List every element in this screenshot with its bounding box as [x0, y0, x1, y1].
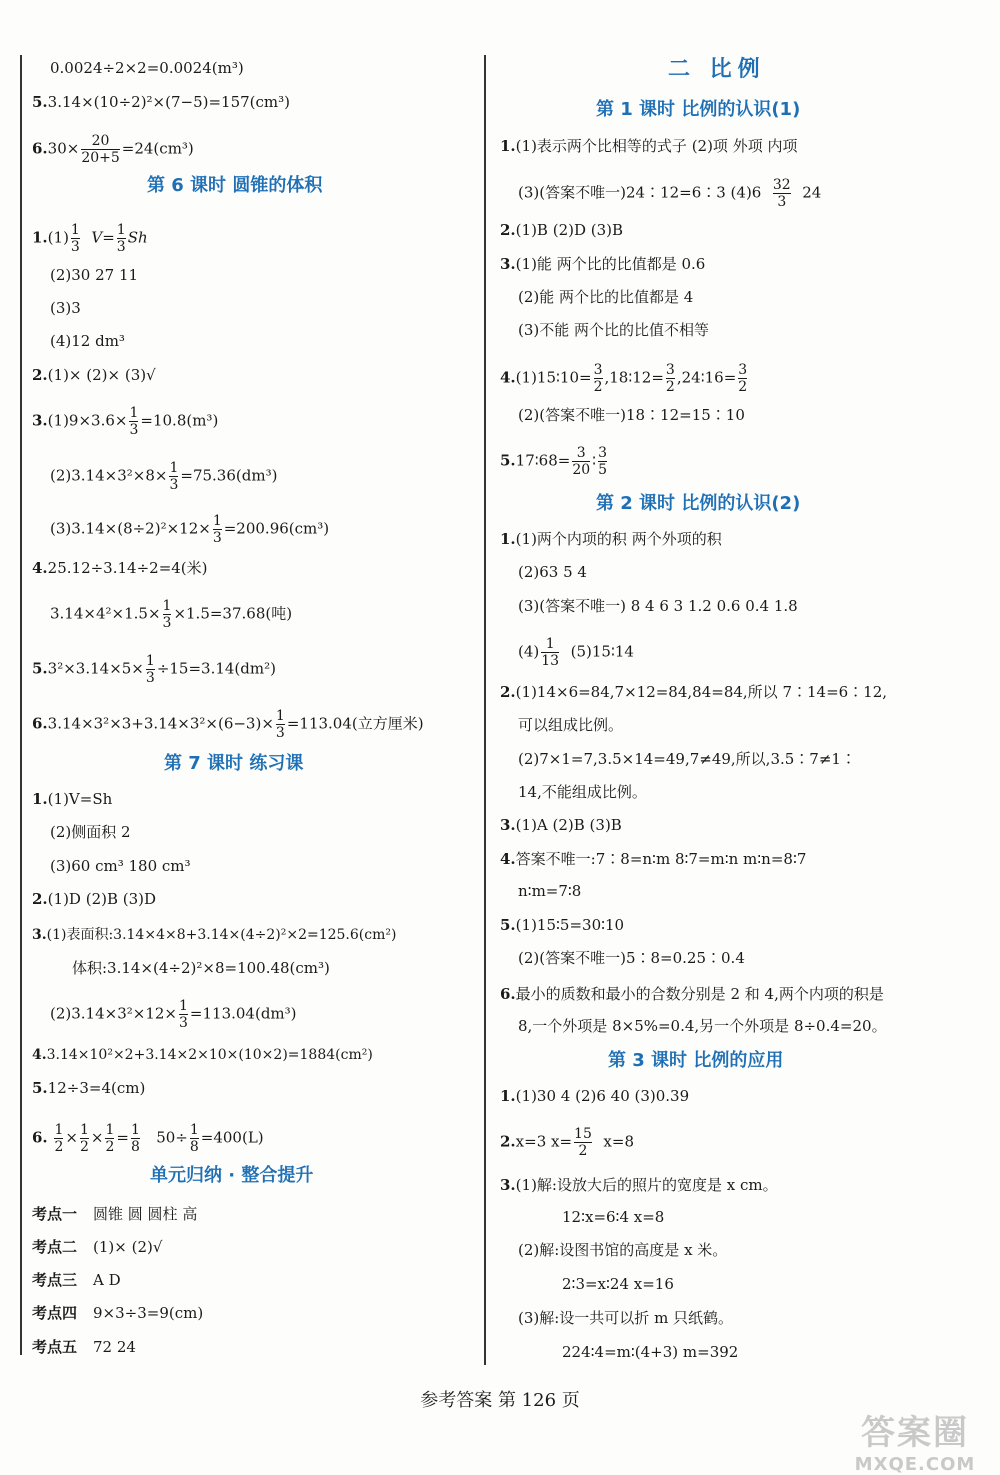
answer-line: 2.(1)× (2)× (3)√ [32, 366, 156, 384]
answer-line: 6. $\frac{1}{2}$ × $\frac{1}{2}$ × $\frac{1}{2}$ = $\frac{1}{8}$ 50÷ $\frac{1}{8}$ =400(L) [32, 1122, 264, 1155]
fraction: $\frac{1}{8}$ [189, 1122, 199, 1155]
answer-line: 1.(1)表示两个比相等的式子 (2)项 外项 内项 [500, 137, 798, 155]
answer-line: 6.最小的质数和最小的合数分别是 2 和 4,两个内项的积是 [500, 985, 884, 1003]
left-border [20, 55, 22, 1355]
answer-line: 1.(1) $\frac{1}{3}$ V= $\frac{1}{3}$ Sh [32, 222, 148, 255]
answer-line: 2.(1)D (2)B (3)D [32, 890, 157, 908]
column-divider [484, 55, 486, 1365]
fraction: $\frac{15}{2}$ [574, 1126, 592, 1159]
fraction: $\frac{1}{2}$ [105, 1122, 115, 1155]
answer-line: (3)60 cm³ 180 cm³ [50, 857, 191, 875]
kaodian-item: 考点四 9×3÷3=9(cm) [32, 1304, 204, 1322]
fraction: $\frac{1}{3}$ [162, 598, 172, 631]
fraction: $\frac{32}{3}$ [772, 177, 791, 210]
answer-line: 4.(1)15∶10= $\frac{3}{2}$ ,18∶12= $\frac{3}{2}$ ,24∶16= $\frac{3}{2}$ [500, 362, 748, 395]
fraction: $\frac{3}{20}$ [572, 445, 591, 478]
fraction: $\frac{1}{3}$ [169, 460, 179, 493]
answer-line: 0.0024÷2×2=0.0024(m³) [50, 59, 244, 77]
answer-line: (3)解:设一共可以折 m 只纸鹤。 [518, 1309, 734, 1327]
fraction: $\frac{1}{2}$ [54, 1122, 64, 1155]
left-column [32, 0, 477, 1380]
answer-line: (2)(答案不唯一)18∶12=15∶10 [518, 406, 745, 424]
fraction: $\frac{1}{8}$ [130, 1122, 140, 1155]
answer-line: (3)3.14×(8÷2)²×12× $\frac{1}{3}$ =200.96(cm³) [50, 513, 330, 546]
answer-line: 3.14×4²×1.5× $\frac{1}{3}$ ×1.5=37.68(吨) [50, 598, 293, 631]
fraction: $\frac{1}{3}$ [179, 998, 188, 1031]
answer-line: 3.(1)表面积:3.14×4×8+3.14×(4÷2)²×2=125.6(cm²) [32, 927, 397, 943]
answer-line: 14,不能组成比例。 [518, 783, 647, 801]
answer-line: (2)7×1=7,3.5×14=49,7≠49,所以,3.5∶7≠1∶ [518, 750, 856, 768]
answer-line: 3.(1)解:设放大后的照片的宽度是 x cm。 [500, 1176, 778, 1194]
fraction: $\frac{1}{3}$ [129, 405, 139, 438]
answer-line: (4) $\frac{1}{13}$ (5)15∶14 [518, 636, 634, 669]
fraction: $\frac{3}{2}$ [593, 362, 603, 395]
fraction: $\frac{1}{2}$ [79, 1122, 89, 1155]
watermark-logo: 答案圈 MXQE.COM [854, 1413, 976, 1475]
kaodian-item: 考点二 (1)× (2)√ [32, 1238, 163, 1256]
answer-line: (4)12 dm³ [50, 332, 125, 350]
lesson-title: 第 3 课时 比例的应用 [608, 1050, 784, 1071]
answer-line: 2.(1)B (2)D (3)B [500, 221, 624, 239]
answer-line: 3.(1)A (2)B (3)B [500, 816, 622, 834]
answer-line: 5.17∶68= $\frac{3}{20}$ ∶ $\frac{3}{5}$ [500, 445, 607, 478]
answer-line: 5.3.14×(10÷2)²×(7−5)=157(cm³) [32, 93, 291, 111]
right-column [500, 0, 990, 1380]
answer-line: 6.3.14×3²×3+3.14×3²×(6−3)× $\frac{1}{3}$ =113.04(立方厘米) [32, 708, 424, 741]
answer-line: 5.(1)15∶5=30∶10 [500, 916, 625, 934]
answer-line: n∶m=7∶8 [518, 882, 582, 900]
answer-line: 体积:3.14×(4÷2)²×8=100.48(cm³) [72, 959, 330, 977]
answer-line: (2)能 两个比的比值都是 4 [518, 288, 694, 306]
answer-line: (2)63 5 4 [518, 563, 587, 581]
answer-line: 8,一个外项是 8×5%=0.4,另一个外项是 8÷0.4=20。 [518, 1017, 887, 1035]
answer-line: 1.(1)30 4 (2)6 40 (3)0.39 [500, 1087, 690, 1105]
kaodian-item: 考点三 A D [32, 1271, 121, 1289]
answer-line: 1.(1)V=Sh [32, 790, 113, 808]
answer-line: 6.30× $\frac{20}{20+5}$ =24(cm³) [32, 133, 194, 166]
answer-line: 4.答案不唯一:7∶8=n∶m 8∶7=m∶n m∶n=8∶7 [500, 850, 807, 868]
answer-line: 4.25.12÷3.14÷2=4(米) [32, 559, 208, 577]
fraction: $\frac{3}{2}$ [738, 362, 748, 395]
fraction: $\frac{1}{3}$ [212, 513, 222, 546]
answer-line: 2.(1)14×6=84,7×12=84,84=84,所以 7∶14=6∶12, [500, 683, 888, 701]
fraction: $\frac{20}{20+5}$ [81, 133, 120, 166]
fraction: $\frac{1}{3}$ [145, 653, 155, 686]
answer-line: 5.12÷3=4(cm) [32, 1079, 146, 1097]
answer-line: 2∶3=x∶24 x=16 [562, 1275, 674, 1293]
answer-line: (3)不能 两个比的比值不相等 [518, 321, 710, 339]
answer-line: (3)(答案不唯一)24∶12=6∶3 (4)6 $\frac{32}{3}$ 24 [518, 177, 822, 210]
answer-line: (3)3 [50, 299, 81, 317]
answer-line: 3.(1)能 两个比的比值都是 0.6 [500, 255, 706, 273]
fraction: $\frac{1}{3}$ [70, 222, 80, 255]
summary-title: 单元归纳 · 整合提升 [150, 1165, 314, 1186]
answer-line: 3.(1)9×3.6× $\frac{1}{3}$ =10.8(m³) [32, 405, 219, 438]
lesson-title: 第 2 课时 比例的认识(2) [596, 493, 801, 514]
answer-line: (2)30 27 11 [50, 266, 139, 284]
answer-line: (2)3.14×3²×12× $\frac{1}{3}$ =113.04(dm³) [50, 998, 297, 1031]
lesson-title: 第 6 课时 圆锥的体积 [147, 175, 323, 196]
answer-line: 4.3.14×10²×2+3.14×2×10×(10×2)=1884(cm²) [32, 1047, 373, 1063]
unit-title: 二 比例 [668, 57, 766, 82]
answer-line: 可以组成比例。 [518, 716, 624, 734]
fraction: $\frac{1}{3}$ [116, 222, 126, 255]
fraction: $\frac{3}{2}$ [665, 362, 675, 395]
answer-line: (3)(答案不唯一) 8 4 6 3 1.2 0.6 0.4 1.8 [518, 597, 798, 615]
answer-line: (2)解:设图书馆的高度是 x 米。 [518, 1241, 728, 1259]
page-footer: 参考答案 第 126 页 [420, 1390, 580, 1411]
fraction: $\frac{3}{5}$ [598, 445, 607, 478]
kaodian-item: 考点一 圆锥 圆 圆柱 高 [32, 1205, 198, 1223]
fraction: $\frac{1}{3}$ [275, 708, 285, 741]
answer-line: 2.x=3 x= $\frac{15}{2}$ x=8 [500, 1126, 634, 1159]
lesson-title: 第 7 课时 练习课 [164, 753, 304, 774]
answer-line: (2)3.14×3²×8× $\frac{1}{3}$ =75.36(dm³) [50, 460, 278, 493]
answer-line: 1.(1)两个内项的积 两个外项的积 [500, 530, 722, 548]
answer-line: 12∶x=6∶4 x=8 [562, 1208, 665, 1226]
answer-line: 5.3²×3.14×5× $\frac{1}{3}$ ÷15=3.14(dm²) [32, 653, 276, 686]
answer-line: (2)侧面积 2 [50, 823, 131, 841]
answer-line: (2)(答案不唯一)5∶8=0.25∶0.4 [518, 949, 745, 967]
fraction: $\frac{1}{13}$ [541, 636, 560, 669]
lesson-title: 第 1 课时 比例的认识(1) [596, 99, 801, 120]
kaodian-item: 考点五 72 24 [32, 1338, 136, 1356]
answer-line: 224∶4=m∶(4+3) m=392 [562, 1343, 739, 1361]
